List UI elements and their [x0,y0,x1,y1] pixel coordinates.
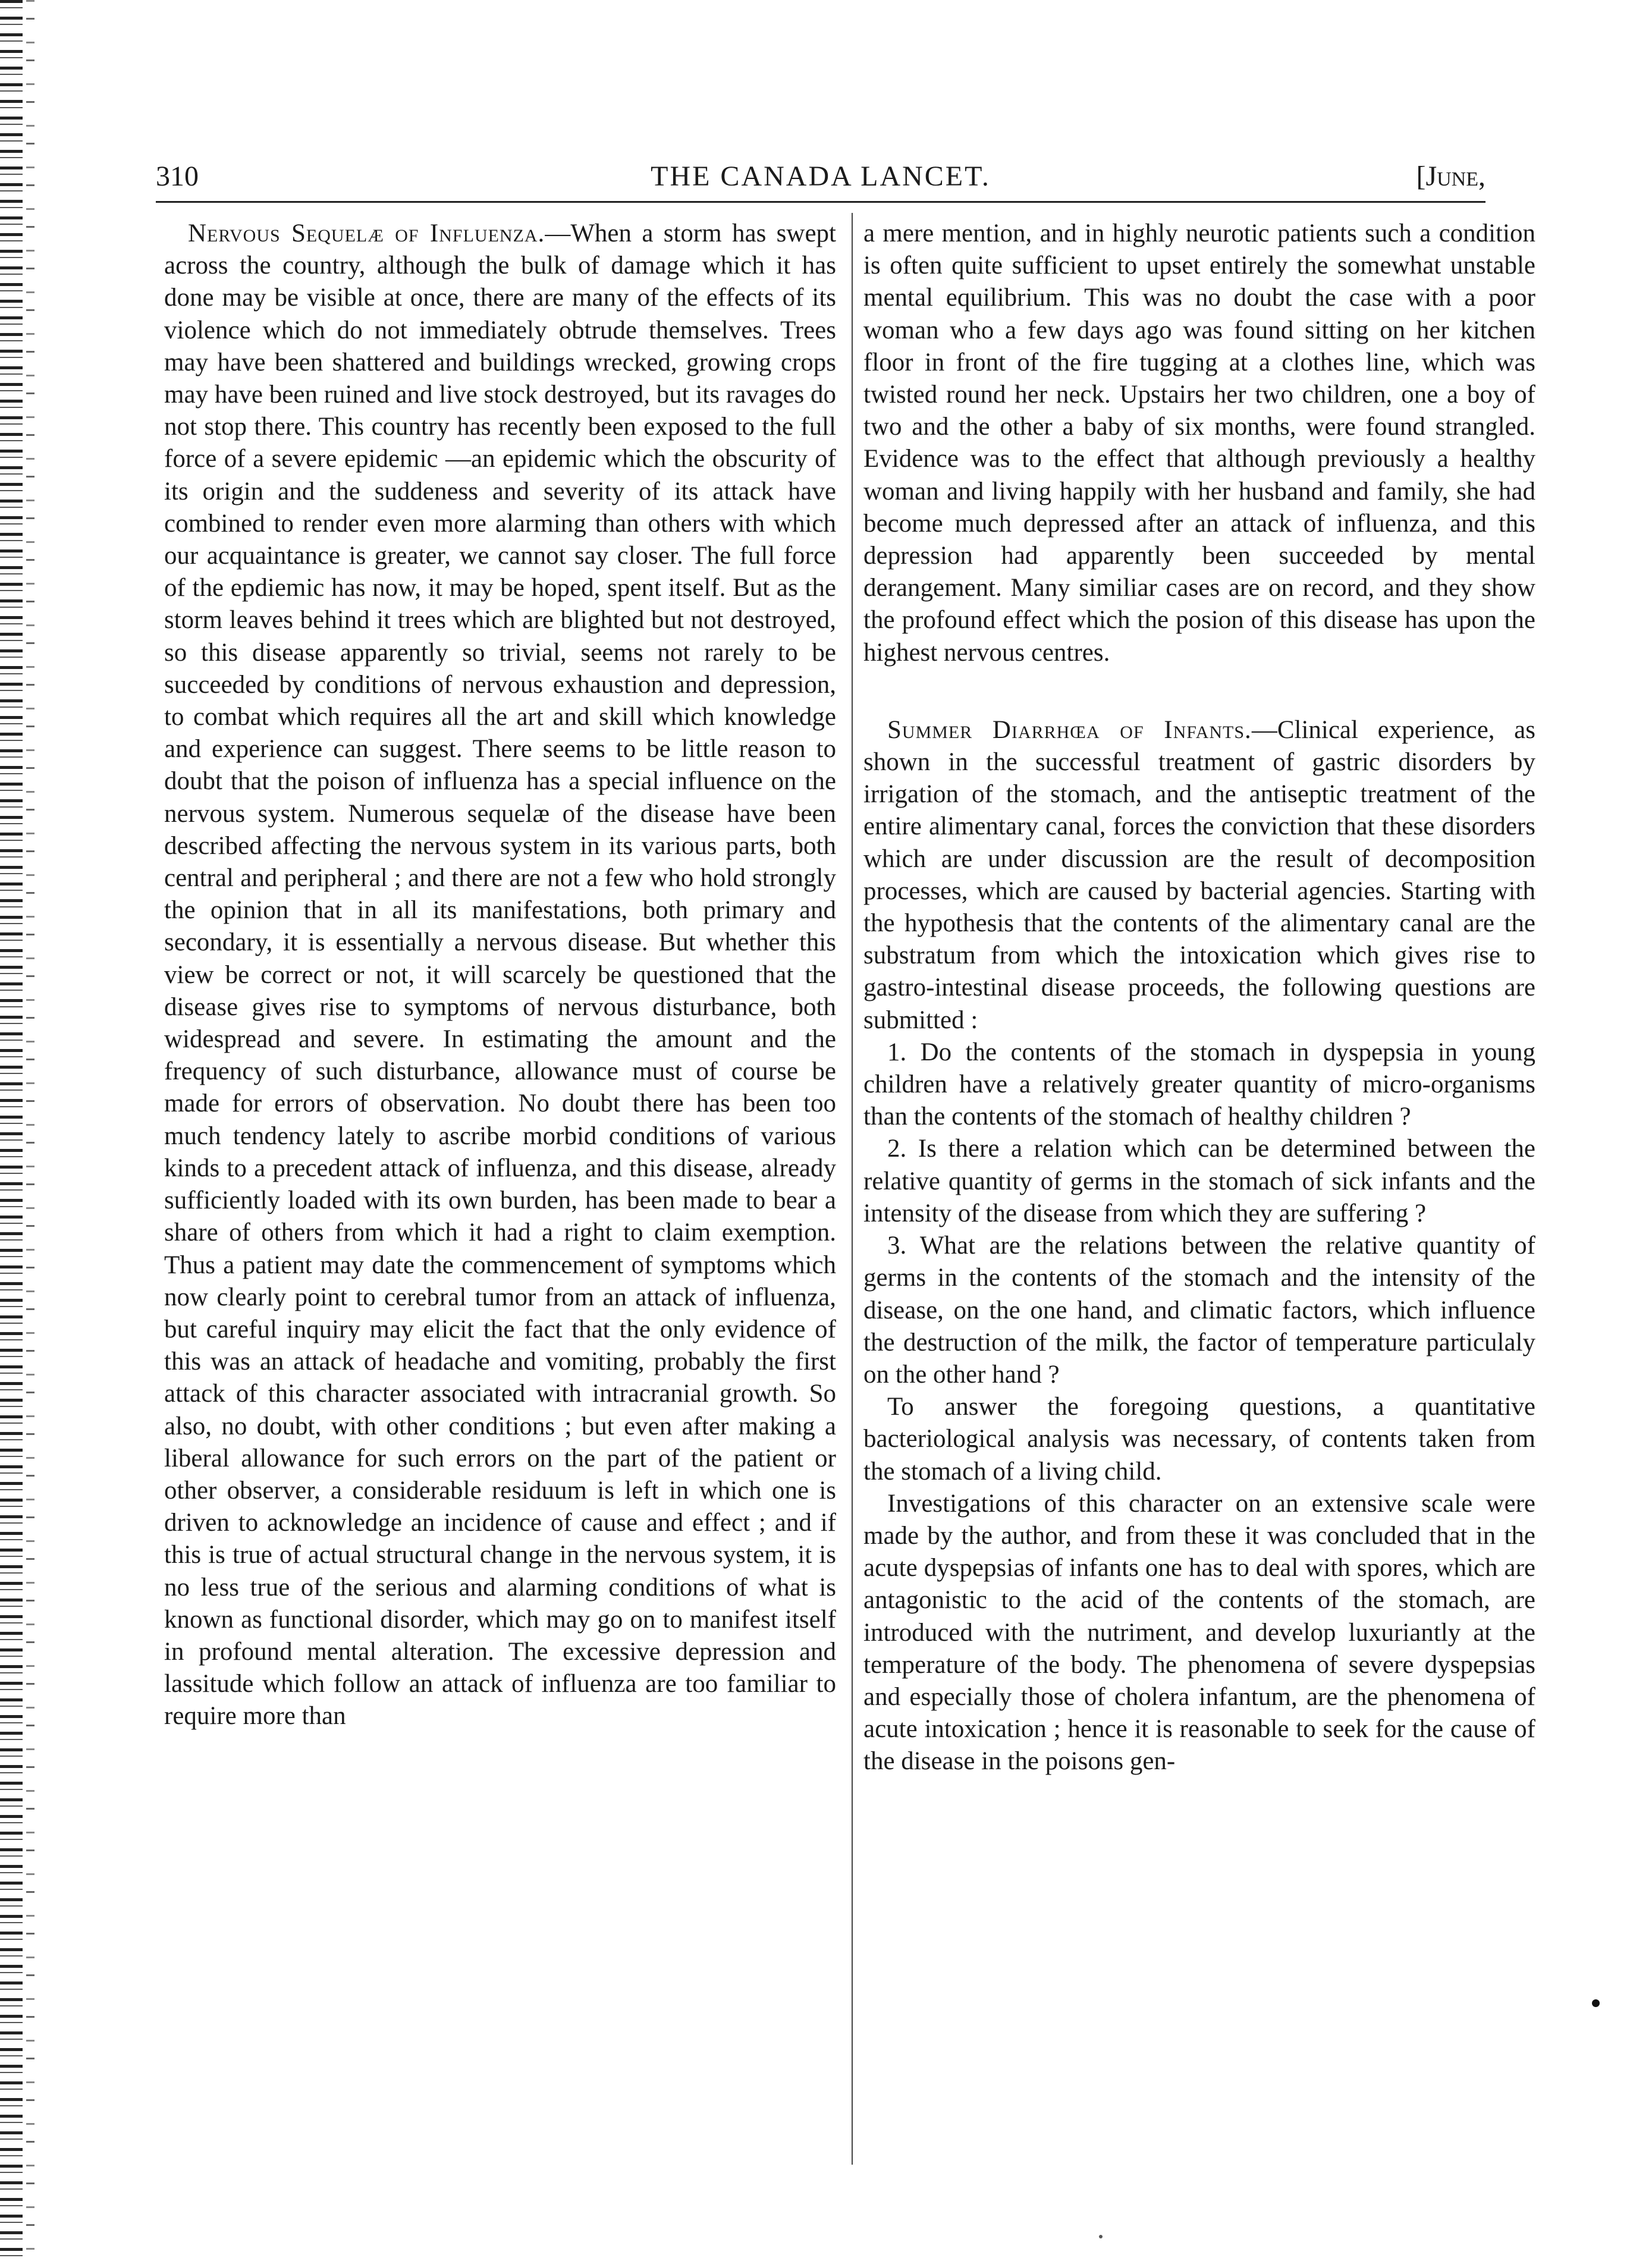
column-divider [852,213,853,2165]
ink-speck [1592,1999,1600,2007]
investigation-paragraph: Investigations of this character on an extensive scale were made by the author, and from these it was concluded that in the acute dyspepsias of infants one has to deal with spores, which are antagonistic to the acid of the contents of the stomach, are introduced with the nutriment, and develop luxuriantly at the temperature of the body. The phenomena of severe dyspepsias and especially those of cholera infantum, are the phenomena of acute intoxication ; hence it is reasonable to seek for the cause of the disease in the poisons gen- [863,1489,1535,1776]
article-nervous-sequelae [164,218,836,1733]
left-column [164,218,836,1733]
binding-edge [0,0,23,2261]
running-header [156,156,1485,197]
article-heading: Nervous Sequelæ of Influenza. [188,219,545,247]
question-2: 2. Is there a relation which can be determined between the relative quantity of germs in the stomach of sick infants and the intensity of the disease from which they are suffering ? [863,1135,1535,1227]
issue-month: [June, [1416,161,1485,192]
continuation-paragraph: a mere mention, and in highly neurotic patients such a condition is often quite sufficient to upset entirely the somewhat unstable mental equilibrium. This was no doubt the case with a poor woman who a few days ago was found sitting on her kitchen floor in front of the fire tugging at a clothes line, which was twisted round her neck. Upstairs her two children, one a boy of two and the other a baby of six months, were found strangled. Evidence was to the effect that although previously a healthy woman and living happily with her husband and family, she had become much depressed after an attack of influenza, and this depression had apparently been succeeded by mental derangement. Many similiar cases are on record, and they show the profound effect which the posion of this disease has upon the highest nervous centres. [863,219,1535,667]
article-body: —When a storm has swept across the country, although the bulk of damage which it has done may be visible at once, there are many of the effects of its violence which do not immediately obtrude themselves. Trees may have been shattered and buildings wrecked, growing crops may have been ruined and live stock destroyed, but its ravages do not stop there. This country has recently been exposed to the full force of a severe epidemic —an epidemic which the obscurity of its origin and the suddeness and severity of its attack have combined to render even more alarming than others with which our acquaintance is greater, we cannot say closer. The full force of the epdiemic has now, it may be hoped, spent itself. But as the storm leaves behind it trees which are blighted but not destroyed, so this disease apparently so trivial, seems not rarely to be succeeded by conditions of nervous exhaustion and depression, to combat which requires all the art and skill which knowledge and experience can suggest. There seems to be little reason to doubt that the poison of influenza has a special influence on the nervous system. Numerous sequelæ of the disease have been described affecting the nervous system in its various parts, both central and peripheral ; and there are not a few who hold strongly the opinion that in all its manifestations, both primary and secondary, it is essentially a nervous disease. But whether this view be correct or not, it will scarcely be questioned that the disease gives rise to symptoms of nervous disturbance, both widespread and severe. In estimating the amount and the frequency of such disturbance, allowance must of course be made for errors of observation. No doubt there has been too much tendency lately to ascribe morbid conditions of various kinds to a precedent attack of influenza, and this disease, already sufficiently loaded with its own burden, has been made to bear a share of others from which it had a right to claim exemption. Thus a patient may date the commencement of symptoms which now clearly point to cerebral tumor from an attack of influenza, but careful inquiry may elicit the fact that the only evidence of this was an attack of headache and vomiting, probably the first attack of this character associated with intracranial growth. So also, no doubt, with other conditions ; but even after making a liberal allowance for such errors on the part of the patient or other observer, a considerable residuum is left in which one is driven to acknowledge an incidence of cause and effect ; and if this is true of actual structural change in the nervous system, it is no less true of the serious and alarming conditions of what is known as functional disorder, which may go on to manifest itself in profound mental alteration. The excessive depression and lassitude which follow an attack of influenza are too familiar to require more than [164,219,836,1731]
journal-title: THE CANADA LANCET. [651,161,991,192]
section-gap [863,669,1535,714]
header-rule [156,201,1485,203]
question-1: 1. Do the contents of the stomach in dyspepsia in young children have a relatively greater quantity of micro-organisms than the contents of the stomach of healthy children ? [863,1038,1535,1131]
page-number: 310 [156,161,199,192]
binding-edge-shadow [26,0,34,2261]
question-3: 3. What are the relations between the relative quantity of germs in the contents of the stomach and the intensity of the disease, on the one hand, and climatic factors, which influence the destruction of the milk, the factor of temperature particulaly on the other hand ? [863,1232,1535,1389]
answer-paragraph: To answer the foregoing questions, a quantitative bacteriological analysis was necessary, of contents taken from the stomach of a living child. [863,1393,1535,1486]
right-column [863,218,1535,1778]
ink-speck [1099,2235,1103,2238]
article-summer-diarrhoea [863,714,1535,1037]
article-heading: Summer Diarrhœa of Infants. [887,715,1252,744]
article-intro: —Clinical experience, as shown in the successful treatment of gastric disorders by irrigation of the stomach, and the antiseptic treatment of the entire alimentary canal, forces the conviction that these disorders which are under discussion are the result of decomposition processes, which are caused by bacterial agencies. Starting with the hypothesis that the contents of the alimentary canal are the substratum from which the intoxication which gives rise to gastro-intestinal disease proceeds, the following questions are submitted : [863,715,1535,1034]
